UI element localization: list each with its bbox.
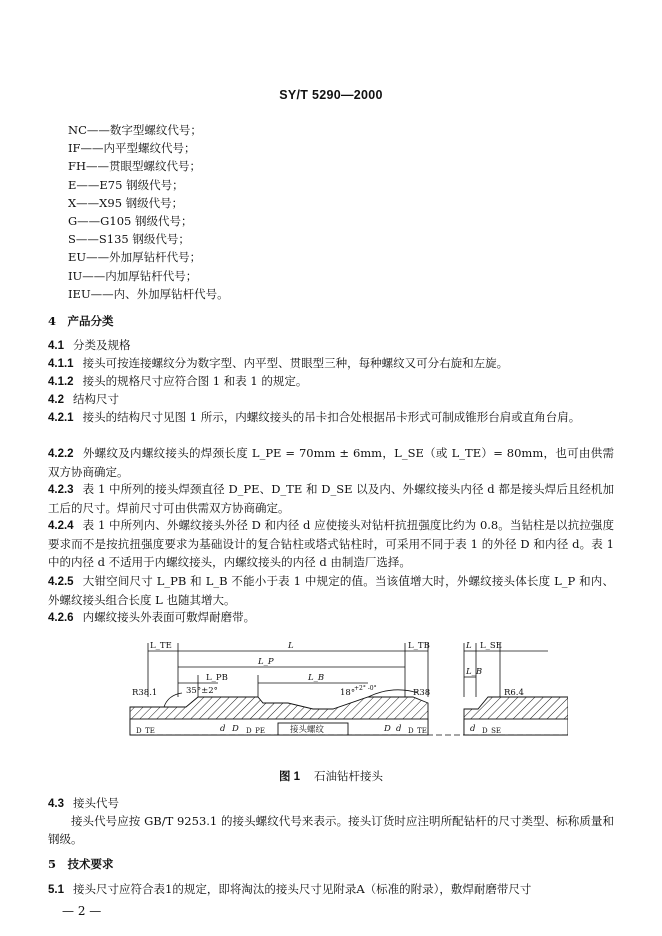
clause-number: 4.1 xyxy=(48,340,64,352)
tool-joint-drawing xyxy=(128,637,568,755)
clause-4-2-4 xyxy=(48,516,614,572)
clause-4-1 xyxy=(48,336,614,355)
abbreviation-item: NC——数字型螺纹代号； xyxy=(68,123,202,137)
dim-label-ltb: L_TB xyxy=(408,641,430,651)
angle-label-35: 35°±2° xyxy=(186,686,218,696)
clause-text: 接头可按连接螺纹分为数字型、内平型、贯眼型三种，每种螺纹又可分右旋和左旋。 xyxy=(82,356,509,370)
clause-4-3 xyxy=(48,794,614,813)
radius-label-r38: R38 xyxy=(413,688,431,698)
section-5-heading: 5 技术要求 xyxy=(48,857,114,871)
section-4-heading: 4 产品分类 xyxy=(48,314,114,328)
clause-4-2 xyxy=(48,390,614,409)
dim-label-lp: L_P xyxy=(258,657,274,667)
dia-label-d3: d xyxy=(470,724,476,734)
abbreviation-item: IEU——内、外加厚钻杆代号。 xyxy=(68,286,229,301)
clause-number: 4.2.6 xyxy=(48,612,74,624)
dia-label-d2: d xyxy=(396,724,402,734)
abbreviation-list xyxy=(68,121,229,303)
thread-label: 接头螺纹 xyxy=(290,725,325,735)
clause-4-1-2 xyxy=(48,372,614,391)
clause-text: 大钳空间尺寸 L_PB 和 L_B 不能小于表 1 中规定的值。当该值增大时，外螺纹接头体长度 L_P 和内、外螺纹接头组合长度 L 也随其增大。 xyxy=(48,574,614,608)
dim-label-lse: L_SE xyxy=(480,641,502,651)
clause-text: 分类及规格 xyxy=(73,338,131,352)
dim-label-lte: L_TE xyxy=(150,641,172,651)
clause-4-3-body: 接头代号应按 GB/T 9253.1 的接头螺纹代号来表示。接头订货时应注明所配钻杆的尺寸类型、标称质量和钢级。 xyxy=(48,814,614,847)
dim-label-l-right: L xyxy=(466,641,472,651)
clause-text: 接头尺寸应符合表1的规定，即将淘汰的接头尺寸见附录A（标准的附录），敷焊耐磨带尺寸 xyxy=(73,882,532,896)
dia-label-dte: D_TE xyxy=(136,727,155,735)
angle-tolerance-18: +2° -0° xyxy=(354,685,377,692)
dia-label-D1: D xyxy=(232,724,239,734)
clause-text: 接头的规格尺寸应符合图 1 和表 1 的规定。 xyxy=(82,374,308,388)
abbreviation-item: E——E75 钢级代号； xyxy=(68,177,184,192)
clause-number: 4.2.5 xyxy=(48,576,74,588)
clause-text: 表 1 中所列的接头焊颈直径 D_PE、D_TE 和 D_SE 以及内、外螺纹接头内径 d 都是接头焊后且经机加工后的尺寸。焊前尺寸可由供需双方协商确定。 xyxy=(48,482,614,516)
abbreviation-item: G——G105 钢级代号； xyxy=(68,213,193,228)
clause-text: 表 1 中所列内、外螺纹接头外径 D 和内径 d 应使接头对钻杆抗扭强度比约为 0.8。当钻柱是以抗拉强度要求而不是按抗扭强度要求为基础设计的复合钻柱或塔式钻柱时，可采用不同于表 1 的外径 D 和内径 d。表 1 中的内径 d 不适用于内螺纹接头，内螺纹接头的内径 d 由制造厂选择。 xyxy=(48,518,614,570)
dim-label-lb-right: L_B xyxy=(466,667,483,677)
abbreviation-item: IF——内平型螺纹代号； xyxy=(68,141,196,156)
clause-4-2-2 xyxy=(48,444,614,481)
document-code-header: SY/T 5290—2000 xyxy=(279,88,383,102)
clause-5-1 xyxy=(48,880,614,899)
page-number: — 2 — xyxy=(62,904,102,918)
clause-text: 结构尺寸 xyxy=(73,392,119,406)
clause-text: 接头代号 xyxy=(73,796,119,810)
dim-label-l: L xyxy=(288,641,294,651)
dim-label-lpb: L_PB xyxy=(206,673,228,683)
dim-label-lb: L_B xyxy=(308,673,325,683)
angle-label-18: 18° xyxy=(340,688,356,698)
clause-number: 4.1.2 xyxy=(48,376,74,388)
clause-text: 接头的结构尺寸见图 1 所示，内螺纹接头的吊卡扣合处根据吊卡形式可制成锥形台肩或直角台肩。 xyxy=(82,410,581,424)
dia-label-dpe: D_PE xyxy=(246,727,265,735)
abbreviation-item: X——X95 钢级代号； xyxy=(68,195,184,210)
clause-4-1-1 xyxy=(48,354,614,373)
figure-title: 石油钻杆接头 xyxy=(314,769,384,783)
clause-4-2-3 xyxy=(48,480,614,517)
radius-label-r64: R6.4 xyxy=(504,688,524,698)
radius-label-r381: R38.1 xyxy=(132,688,158,698)
clause-4-2-1 xyxy=(48,408,614,427)
clause-4-2-6 xyxy=(48,608,614,627)
clause-number: 4.1.1 xyxy=(48,358,74,370)
dia-label-dte2: D_TE xyxy=(408,727,427,735)
clause-text: 外螺纹及内螺纹接头的焊颈长度 L_PE = 70mm ± 6mm，L_SE（或 L_TE）= 80mm，也可由供需双方协商确定。 xyxy=(48,446,614,480)
abbreviation-item: IU——内加厚钻杆代号； xyxy=(68,268,198,283)
abbreviation-item: S——S135 钢级代号； xyxy=(68,232,190,247)
clause-number: 4.2.3 xyxy=(48,484,74,496)
clause-number: 4.3 xyxy=(48,798,64,810)
clause-number: 4.2.2 xyxy=(48,448,74,460)
figure-caption xyxy=(0,768,662,784)
clause-number: 5.1 xyxy=(48,884,64,896)
clause-number: 4.2 xyxy=(48,394,64,406)
dia-label-d1: d xyxy=(220,724,226,734)
abbreviation-item: EU——外加厚钻杆代号； xyxy=(68,250,202,265)
dia-label-D2: D xyxy=(384,724,391,734)
clause-text: 内螺纹接头外表面可敷焊耐磨带。 xyxy=(82,610,256,624)
clause-4-2-5 xyxy=(48,572,614,609)
dia-label-dse: D_SE xyxy=(482,727,502,735)
clause-number: 4.2.4 xyxy=(48,520,74,532)
abbreviation-item: FH——贯眼型螺纹代号； xyxy=(68,159,202,174)
clause-number: 4.2.1 xyxy=(48,412,74,424)
figure-number: 图 1 xyxy=(278,771,301,783)
